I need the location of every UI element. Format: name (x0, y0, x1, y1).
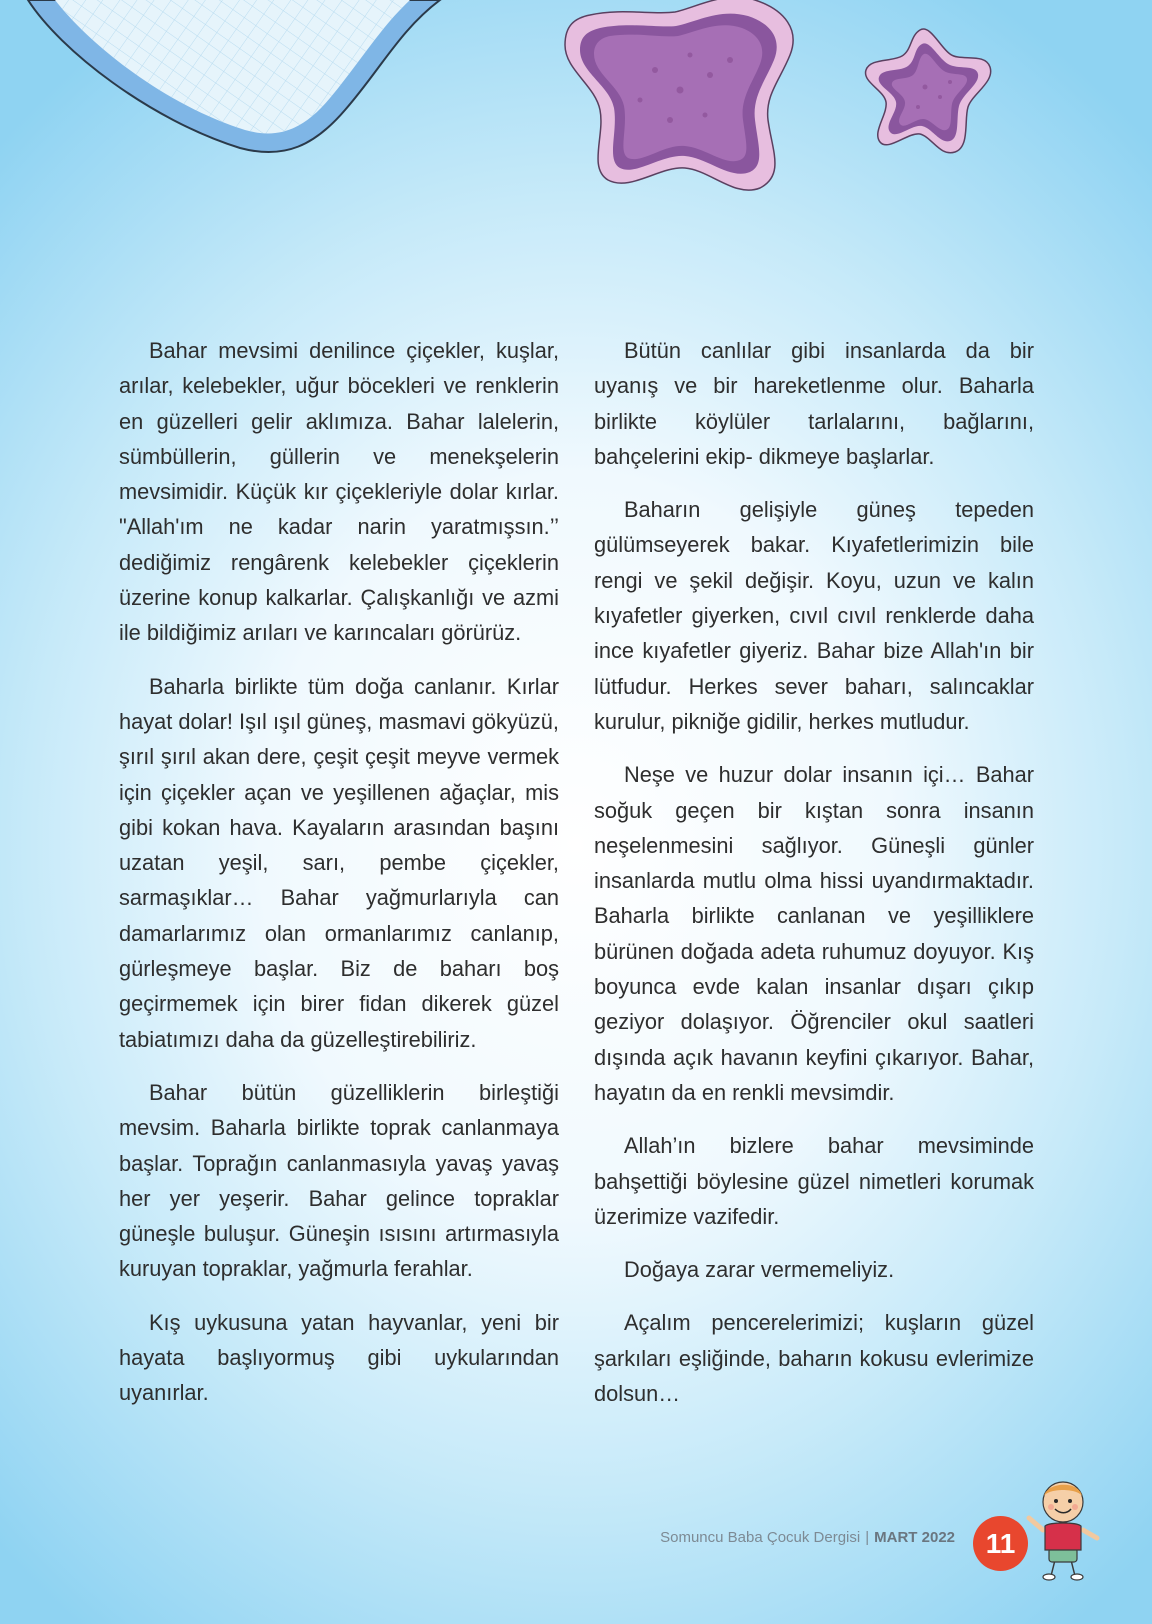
paragraph: Baharla birlikte tüm doğa canlanır. Kırlar hayat dolar! Işıl ışıl güneş, masmavi gökyüzü, şırıl şırıl akan dere, çeşit çeşit meyve vermek için çiçekler açan ve yeşillenen ağaçlar, mis gibi kokan hava. Kayaların arasından başını uzatan yeşil, sarı, pembe çiçekler, sarmaşıklar… Bahar yağmurlarıyla can damarlarımız olan ormanlarımız canlanıp, gürleşmeye başlar. Biz de baharı boş geçirmemek için birer fidan dikerek güzel tabiatımızı daha da güzelleştirebiliriz. (119, 673, 559, 1052)
page-footer (0, 1516, 1152, 1564)
paragraph: Allah’ın bizlere bahar mevsiminde bahşettiği böylesine güzel nimetleri korumak üzerimize vazifedir. (594, 1133, 1034, 1229)
page-number-badge: 11 (973, 1516, 1028, 1571)
article-right-column (594, 333, 1034, 1429)
paragraph: Açalım pencerelerimizi; kuşların güzel şarkıları eşliğinde, baharın kokusu evlerimize dolsun… (594, 1310, 1034, 1407)
paragraph: Bahar mevsimi denilince çiçekler, kuşlar, arılar, kelebekler, uğur böcekleri ve renklerin en güzelleri gelir aklımıza. Bahar lalelerin, sümbüllerin, güllerin ve menekşelerin mevsimidir. Küçük kır çiçekleriyle dolar kırlar. "Allah'ım ne kadar narin yaratmışsın.’’ dediğimiz rengârenk kelebekler çiçeklerin üzerine konup kalkarlar. Çalışkanlığı ve azmi ile bildiğimiz arıları ve karıncaları görürüz. (119, 338, 559, 646)
child-character-icon (1025, 1478, 1103, 1582)
net-icon (0, 0, 470, 160)
footer-credit (660, 1529, 955, 1546)
paragraph: Bütün canlılar gibi insanlarda da bir uyanış ve bir hareketlenme olur. Baharla birlikte köylüler tarlalarını, bağlarını, bahçelerini ekip- dikmeye başlarlar. (594, 338, 1034, 469)
issue-date: MART 2022 (874, 1529, 955, 1546)
article-left-column (119, 333, 559, 1429)
paragraph: Baharın gelişiyle güneş tepeden gülümseyerek bakar. Kıyafetlerimizin bile rengi ve şekil değişir. Koyu, uzun ve kalın kıyafetler giyerken, cıvıl cıvıl renklerde daha ince kıyafetler giyeriz. Bahar bize Allah'ın bir lütfudur. Herkes sever baharı, salıncaklar kurulur, pikniğe gidilir, herkes mutludur. (594, 497, 1034, 734)
magazine-name: Somuncu Baba Çocuk Dergisi (660, 1529, 861, 1546)
starfish-icon (560, 0, 820, 196)
paragraph: Neşe ve huzur dolar insanın içi… Bahar soğuk geçen bir kıştan sonra insanın neşelenmesini sağlıyor. Güneşli günler insanlarda mutlu olma hissi uyandırmaktadır. Baharla birlikte canlanan ve yeşilliklere bürünen doğada adeta ruhumuz doyuyor. Kış boyunca evde kalan insanlar dışarı çıkıp geziyor dolaşıyor. Öğrenciler okul saatleri dışında açık havanın keyfini çıkarıyor. Bahar, hayatın da en renkli mevsimdir. (594, 762, 1034, 1105)
paragraph: Bahar bütün güzelliklerin birleştiği mevsim. Baharla birlikte toprak canlanmaya başlar. Toprağın canlanmasıyla yavaş yavaş her yer yeşerir. Bahar gelince topraklar güneşle buluşur. Güneşin ısısını artırmasıyla kuruyan topraklar, yağmurla ferahlar. (119, 1079, 559, 1282)
starfish-icon (860, 22, 1010, 172)
paragraph: Doğaya zarar vermemeliyiz. (624, 1257, 895, 1283)
paragraph: Kış uykusuna yatan hayvanlar, yeni bir hayata başlıyormuş gibi uykularından uyanırlar. (119, 1309, 559, 1406)
footer-separator: | (865, 1529, 870, 1546)
